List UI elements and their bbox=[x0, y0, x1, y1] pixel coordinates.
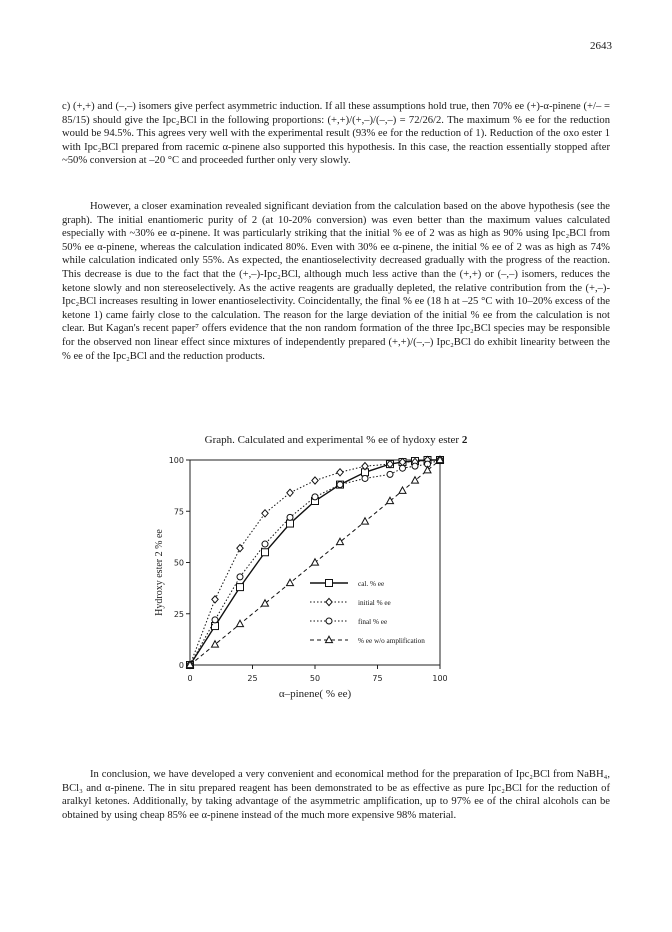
x-tick-label: 0 bbox=[187, 674, 193, 683]
data-point-initial-ee bbox=[212, 596, 218, 603]
y-tick-label: 75 bbox=[173, 507, 184, 517]
data-point-ee-w-o-amplification bbox=[337, 538, 344, 544]
data-point-ee-w-o-amplification bbox=[399, 487, 406, 493]
x-axis-label: α–pinene( % ee) bbox=[278, 688, 352, 700]
paragraph-2 bbox=[62, 200, 610, 363]
legend-marker-initial-ee bbox=[326, 598, 332, 605]
ee-chart-svg bbox=[140, 450, 460, 750]
graph-caption bbox=[0, 434, 672, 446]
data-point-cal-ee bbox=[212, 623, 219, 630]
y-tick-label: 50 bbox=[173, 558, 184, 568]
data-point-final-ee bbox=[400, 465, 406, 471]
x-tick-label: 100 bbox=[432, 674, 448, 683]
y-axis-label: Hydroxy ester 2 % ee bbox=[154, 529, 165, 616]
data-point-ee-w-o-amplification bbox=[312, 559, 319, 565]
data-point-cal-ee bbox=[287, 520, 294, 527]
paragraph-3 bbox=[62, 768, 610, 822]
legend-marker-ee-w-o-amplification bbox=[326, 636, 333, 642]
data-point-ee-w-o-amplification bbox=[262, 600, 269, 606]
data-point-ee-w-o-amplification bbox=[287, 579, 294, 585]
data-point-ee-w-o-amplification bbox=[212, 641, 219, 647]
legend-label-initial-ee: initial % ee bbox=[358, 599, 391, 607]
legend-marker-cal-ee bbox=[326, 580, 333, 587]
legend-label-cal-ee: cal. % ee bbox=[358, 580, 385, 588]
data-point-initial-ee bbox=[287, 489, 293, 496]
data-point-ee-w-o-amplification bbox=[412, 477, 419, 483]
data-point-final-ee bbox=[237, 574, 243, 580]
y-tick-label: 100 bbox=[168, 456, 184, 465]
data-point-initial-ee bbox=[312, 477, 318, 484]
legend-marker-final-ee bbox=[326, 618, 332, 624]
data-point-ee-w-o-amplification bbox=[387, 497, 394, 503]
data-point-final-ee bbox=[312, 494, 318, 500]
legend-label-final-ee: final % ee bbox=[358, 618, 388, 626]
data-point-final-ee bbox=[412, 463, 418, 469]
data-point-ee-w-o-amplification bbox=[237, 620, 244, 626]
paragraph-1 bbox=[62, 100, 610, 168]
data-point-final-ee bbox=[362, 475, 368, 481]
paragraph-1-text: c) (+,+) and (–,–) isomers give perfect asymmetric induction. If all these assumptions hold true, then 70% ee (+)-α-pinene (+/– = 85/15) should give the Ipc₂BCl in the following proportions: (+,+)/(+,–)/(–,–) = 72/26/2. The maximum % ee for the reduction would be 94.5%. This agrees very well with the experimental result (93% ee for the reduction of 1). Reduction of the oxo ester 1 with Ipc₂BCl prepared from racemic α-pinene also supported this hypothesis. In this case, the reaction essentially stopped after ~50% conversion at –20 °C and proceeded further only very slowly. bbox=[62, 101, 610, 167]
y-tick-label: 25 bbox=[173, 609, 184, 619]
data-point-final-ee bbox=[387, 471, 393, 477]
graph-caption-text: Graph. Calculated and experimental % ee of hydoxy ester bbox=[204, 434, 462, 446]
data-point-ee-w-o-amplification bbox=[424, 466, 431, 472]
x-tick-label: 25 bbox=[247, 674, 258, 683]
data-point-initial-ee bbox=[262, 510, 268, 517]
paragraph-3-text: In conclusion, we have developed a very convenient and economical method for the preparation of Ipc₂BCl from NaBH₄, BCl₃ and α-pinene. The in situ prepared reagent has been demonstrated to be as effective as pure Ipc₂BCl for the reduction of aralkyl ketones. Additionally, by taking advantage of the asymmetric amplification, up to 97% ee of the chiral alcohols can be obtained by using cheap 85% ee α-pinene instead of the much more expensive 98% material. bbox=[62, 769, 610, 821]
graph-caption-compound: 2 bbox=[461, 434, 468, 446]
ee-chart bbox=[140, 450, 460, 750]
data-point-final-ee bbox=[212, 617, 218, 623]
data-point-cal-ee bbox=[262, 549, 269, 556]
page-number: 2643 bbox=[590, 40, 612, 52]
data-point-initial-ee bbox=[337, 469, 343, 476]
data-point-final-ee bbox=[337, 482, 343, 488]
y-tick-label: 0 bbox=[178, 661, 184, 670]
legend-label-ee-w-o-amplification: % ee w/o amplification bbox=[358, 637, 425, 645]
data-point-ee-w-o-amplification bbox=[362, 518, 369, 524]
x-tick-label: 75 bbox=[372, 674, 383, 683]
paragraph-2-text: However, a closer examination revealed significant deviation from the calculation based on the above hypothesis (see the graph). The initial enantiomeric purity of 2 (at 10-20% conversion) was even better than the maximum values calculated especially with ~30% ee α-pinene. It was particularly striking that the initial % ee of 2 was as high as 90% using Ipc₂BCl from 50% ee α-pinene, whereas the calculation indicated 80%. Even with 30% ee α-pinene, the initial % ee of 2 was as high as 74% while calculation indicated only 55%. As expected, the enantioselectivity decreased gradually with the progress of the reaction. This decrease is due to the fact that the (+,–)-Ipc₂BCl, although much less active than the (+,+) or (–,–) isomers, reduces the ketone slowly and non stereoselectively. As the active reagents are gradually depleted, the relative contribution from the (+,–)-Ipc₂BCl increases resulting in lower enantioselectivity. Coincidentally, the final % ee (18 h at –25 °C with 10–20% excess of the ketone 1) came fairly close to the calculation. The reason for the large deviation of the initial % ee from the calculation is not clear. But Kagan's recent paper⁷ offers evidence that the non random formation of the three Ipc₂BCl species may be responsible for the observed non linear effect since mixtures of independently prepared (+,+)/(–,–) Ipc₂BCl do exhibit linearity between the % ee of the Ipc₂BCl and the reduction products. bbox=[62, 201, 610, 362]
data-point-cal-ee bbox=[237, 584, 244, 591]
data-point-final-ee bbox=[287, 514, 293, 520]
x-tick-label: 50 bbox=[309, 674, 321, 683]
data-point-final-ee bbox=[262, 541, 268, 547]
